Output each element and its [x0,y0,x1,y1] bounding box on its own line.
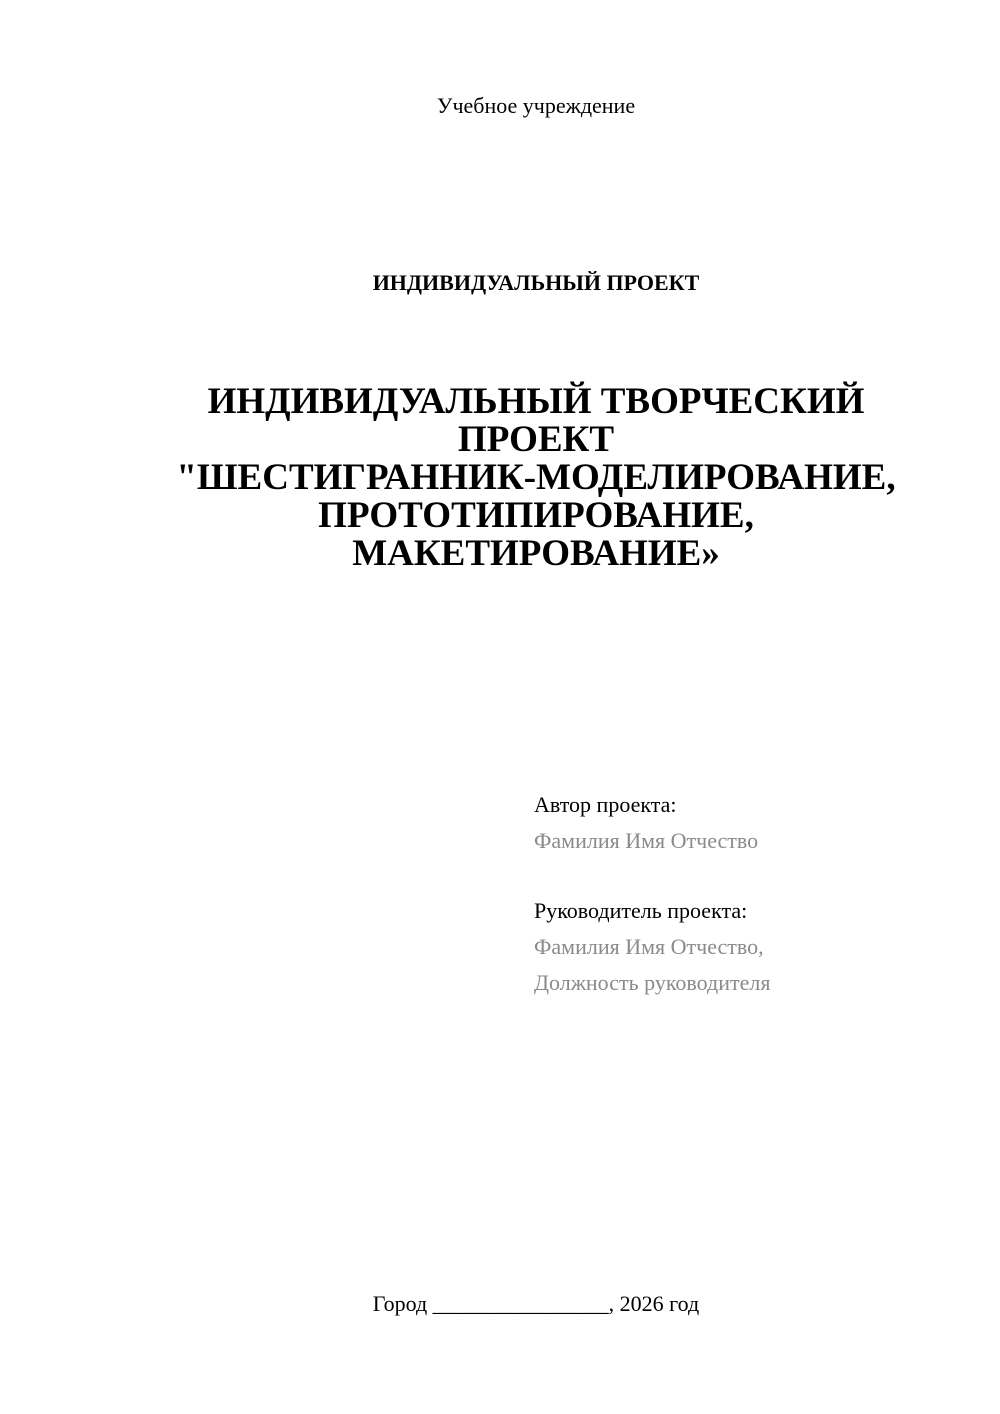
document-type: ИНДИВИДУАЛЬНЫЙ ПРОЕКТ [372,270,700,295]
project-title-line: ПРОЕКТ [457,419,615,460]
institution-name: Учебное учреждение [436,93,636,118]
supervisor-label: Руководитель проекта: [534,898,748,923]
project-title-line: МАКЕТИРОВАНИЕ» [352,533,720,574]
supervisor-position-placeholder: Должность руководителя [534,970,771,995]
author-block [534,791,758,855]
project-title-line: "ШЕСТИГРАННИК-МОДЕЛИРОВАНИЕ, [176,457,896,498]
author-label: Автор проекта: [534,792,677,817]
author-name-placeholder: Фамилия Имя Отчество [534,828,759,853]
city-year-line: Город ________________, 2026 год [372,1291,700,1316]
supervisor-block [534,897,770,997]
project-title-line: ПРОТОТИПИРОВАНИЕ, [318,495,754,536]
project-title-line: ИНДИВИДУАЛЬНЫЙ ТВОРЧЕСКИЙ [207,381,865,422]
supervisor-name-placeholder: Фамилия Имя Отчество, [534,934,764,959]
project-title [140,383,932,573]
